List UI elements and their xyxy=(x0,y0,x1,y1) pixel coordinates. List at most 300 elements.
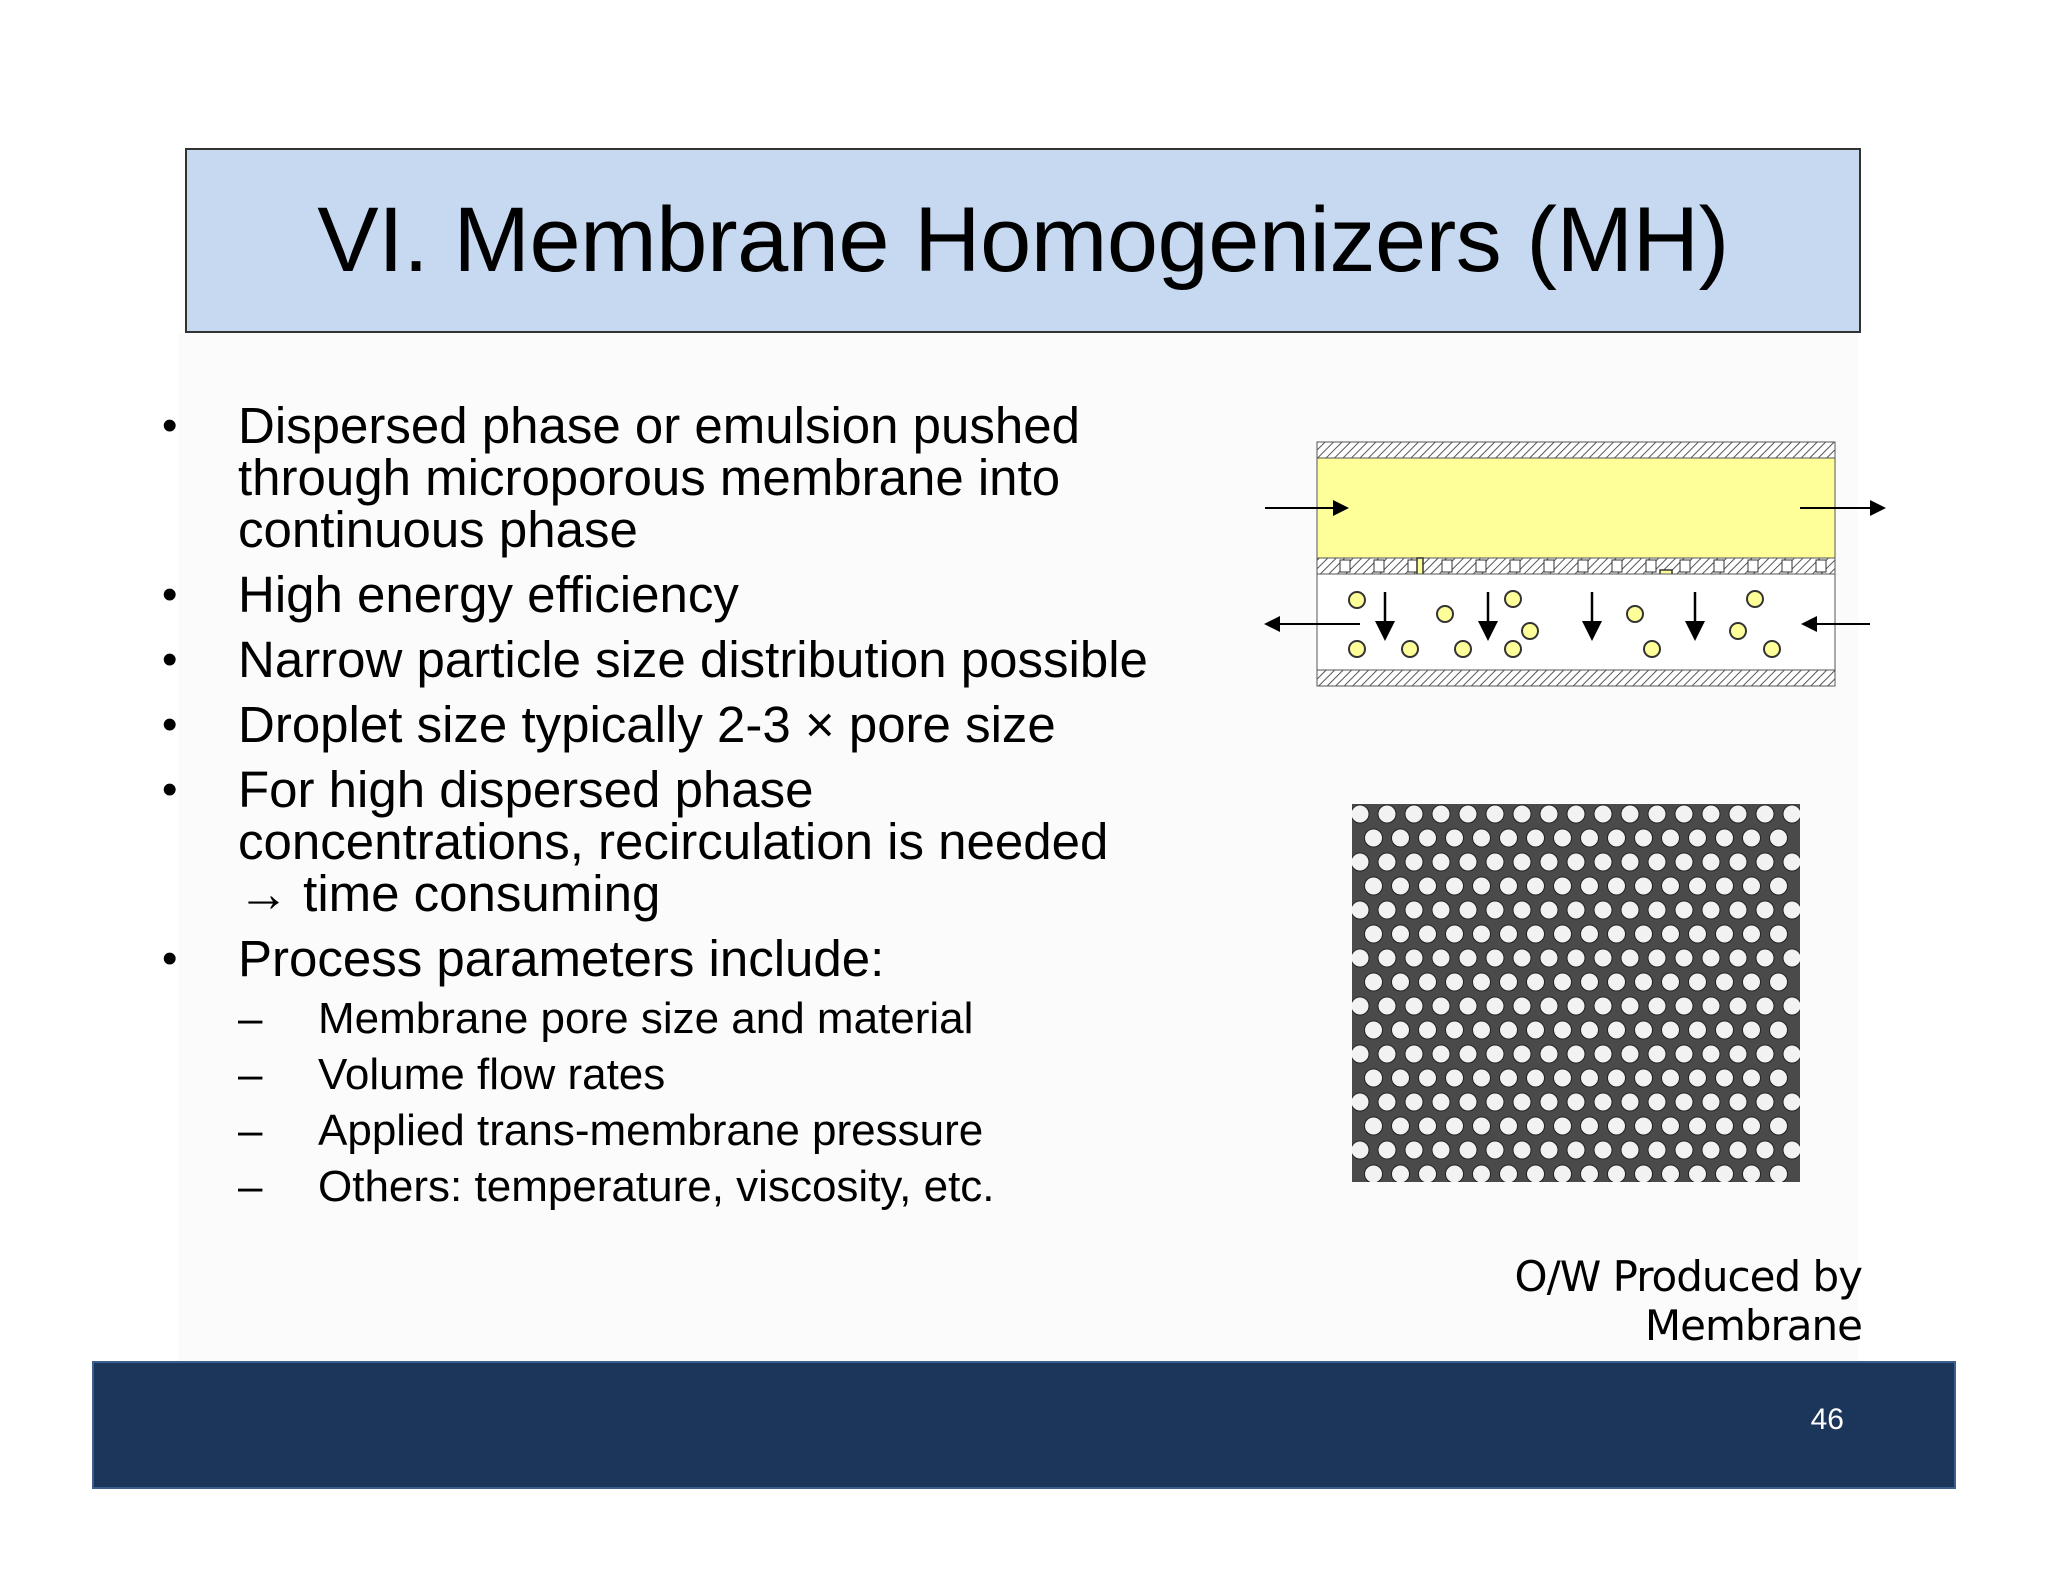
pore-dot xyxy=(1527,1021,1545,1039)
pore-dot xyxy=(1459,1141,1477,1159)
pore-dot xyxy=(1716,925,1734,943)
pore-dot xyxy=(1419,1117,1437,1135)
pore-dot xyxy=(1352,853,1369,871)
pore-dot xyxy=(1554,877,1572,895)
pore-dot xyxy=(1783,1093,1800,1111)
bullet-item xyxy=(160,761,1240,922)
pore-dot xyxy=(1743,877,1761,895)
pore-dot xyxy=(1635,925,1653,943)
pore-dot xyxy=(1473,1117,1491,1135)
pore-dot xyxy=(1365,925,1383,943)
bullet-marker: • xyxy=(162,934,178,983)
pore-dot xyxy=(1756,949,1774,967)
pore-dot xyxy=(1513,997,1531,1015)
pore-dot xyxy=(1648,997,1666,1015)
pore-dot xyxy=(1716,973,1734,991)
pore-dot xyxy=(1567,1045,1585,1063)
pore-dot xyxy=(1500,829,1518,847)
pore-dot xyxy=(1621,997,1639,1015)
sub-bullet-marker: – xyxy=(238,994,263,1043)
pore-dot xyxy=(1527,1117,1545,1135)
pore-dot xyxy=(1540,901,1558,919)
pore-dot xyxy=(1419,829,1437,847)
pore-dot xyxy=(1567,997,1585,1015)
pore-dot xyxy=(1352,805,1369,823)
pore-dot xyxy=(1729,853,1747,871)
pore-dot xyxy=(1702,805,1720,823)
pore-dot xyxy=(1743,1021,1761,1039)
pore-dot xyxy=(1405,949,1423,967)
pore-dot xyxy=(1378,949,1396,967)
pore-dot xyxy=(1648,853,1666,871)
pore-dot xyxy=(1500,973,1518,991)
pore-dot xyxy=(1513,1141,1531,1159)
pore-dot xyxy=(1432,901,1450,919)
pore-dot xyxy=(1527,877,1545,895)
pore-dot xyxy=(1378,1045,1396,1063)
pore-dot xyxy=(1783,997,1800,1015)
pore-dot xyxy=(1486,1093,1504,1111)
pore-dot xyxy=(1608,925,1626,943)
pore-dot xyxy=(1756,997,1774,1015)
pore-dot xyxy=(1756,1141,1774,1159)
pore-dot xyxy=(1702,1093,1720,1111)
bullet-item xyxy=(160,631,1240,688)
pore-dot xyxy=(1405,997,1423,1015)
pore-dot xyxy=(1432,949,1450,967)
pore-dot xyxy=(1567,1141,1585,1159)
pore-dot xyxy=(1405,805,1423,823)
pore-dot xyxy=(1608,973,1626,991)
sub-bullet-item xyxy=(238,991,1240,1047)
slide-title: VI. Membrane Homogenizers (MH) xyxy=(317,189,1729,291)
pore-dot xyxy=(1621,1093,1639,1111)
pore-dot xyxy=(1581,925,1599,943)
pore-dot xyxy=(1729,1141,1747,1159)
pore-dot xyxy=(1432,853,1450,871)
bullet-text: through microporous membrane into xyxy=(238,449,1061,506)
pore-dot xyxy=(1594,853,1612,871)
pore-dot xyxy=(1635,1069,1653,1087)
pore-dot xyxy=(1527,973,1545,991)
pore-dot xyxy=(1432,997,1450,1015)
pore-dot xyxy=(1554,1117,1572,1135)
pore-dot xyxy=(1500,1021,1518,1039)
pore-dot xyxy=(1486,805,1504,823)
pore-dot xyxy=(1554,1069,1572,1087)
pore-dot xyxy=(1648,901,1666,919)
sub-bullet-text: Applied trans-membrane pressure xyxy=(318,1106,984,1155)
pore-dot xyxy=(1729,1045,1747,1063)
pore-dot xyxy=(1716,1165,1734,1182)
pore-dot xyxy=(1675,901,1693,919)
pore-dot xyxy=(1365,829,1383,847)
pore-dot xyxy=(1446,877,1464,895)
bullet-text: Dispersed phase or emulsion pushed xyxy=(238,397,1080,454)
bullet-item xyxy=(160,566,1240,623)
sub-bullet-text: Membrane pore size and material xyxy=(318,994,974,1043)
pore-dot xyxy=(1635,829,1653,847)
pore-dot xyxy=(1473,973,1491,991)
pore-dot xyxy=(1581,829,1599,847)
pore-dot xyxy=(1365,877,1383,895)
sub-bullet-list xyxy=(238,991,1240,1215)
pore-dot xyxy=(1729,1093,1747,1111)
pore-dot xyxy=(1419,1069,1437,1087)
pore-dot xyxy=(1770,877,1788,895)
pore-dot xyxy=(1392,925,1410,943)
sub-bullet-marker: – xyxy=(238,1050,263,1099)
pore-dot xyxy=(1702,997,1720,1015)
image-caption: O/W Produced by Membrane xyxy=(1514,1252,1862,1350)
pore-dot xyxy=(1675,997,1693,1015)
pore-dot xyxy=(1770,1069,1788,1087)
pore-dot xyxy=(1756,1045,1774,1063)
pore-dot xyxy=(1702,853,1720,871)
pore-dot xyxy=(1432,1093,1450,1111)
pore-dot xyxy=(1540,1045,1558,1063)
pore-dot xyxy=(1567,805,1585,823)
pore-dot xyxy=(1473,829,1491,847)
pore-dot xyxy=(1756,805,1774,823)
pore-dot xyxy=(1770,1021,1788,1039)
pore-dot xyxy=(1446,1165,1464,1182)
pore-dot xyxy=(1581,973,1599,991)
pore-dot xyxy=(1473,1069,1491,1087)
bullet-text: concentrations, recirculation is needed xyxy=(238,813,1109,870)
pore-dot xyxy=(1662,925,1680,943)
pore-dot xyxy=(1405,1045,1423,1063)
bullet-marker: • xyxy=(162,700,178,749)
pore-dot xyxy=(1446,1021,1464,1039)
pore-dot xyxy=(1581,1069,1599,1087)
pore-dot xyxy=(1594,1045,1612,1063)
pore-dot xyxy=(1635,1117,1653,1135)
pore-dot xyxy=(1635,1021,1653,1039)
pore-dot xyxy=(1662,1021,1680,1039)
pore-dot xyxy=(1352,1093,1369,1111)
sub-bullet-text: Others: temperature, viscosity, etc. xyxy=(318,1162,995,1211)
pore-dot xyxy=(1432,1141,1450,1159)
pore-dot xyxy=(1500,925,1518,943)
pore-dot xyxy=(1365,1021,1383,1039)
pore-dot xyxy=(1675,805,1693,823)
pore-dot xyxy=(1783,853,1800,871)
pore-dot xyxy=(1783,805,1800,823)
pore-dot xyxy=(1419,925,1437,943)
pore-dot xyxy=(1608,1117,1626,1135)
pore-dot xyxy=(1621,949,1639,967)
bullet-item xyxy=(160,397,1240,558)
pore-dot xyxy=(1392,1165,1410,1182)
pore-dot xyxy=(1702,949,1720,967)
pore-dot xyxy=(1662,1165,1680,1182)
pore-dot xyxy=(1689,1117,1707,1135)
bullet-marker: • xyxy=(162,765,178,814)
pore-dot xyxy=(1608,1021,1626,1039)
pore-dot xyxy=(1581,1021,1599,1039)
pore-dot xyxy=(1554,1021,1572,1039)
pore-dot xyxy=(1689,1165,1707,1182)
pore-dot xyxy=(1378,901,1396,919)
pore-dot xyxy=(1486,901,1504,919)
pore-dot xyxy=(1500,1117,1518,1135)
pore-dot xyxy=(1716,1117,1734,1135)
pore-dot xyxy=(1756,1093,1774,1111)
pore-dot xyxy=(1689,877,1707,895)
pore-dot xyxy=(1743,829,1761,847)
pore-dot xyxy=(1783,949,1800,967)
pore-dot xyxy=(1352,1045,1369,1063)
sub-bullet-text: Volume flow rates xyxy=(318,1050,666,1099)
membrane-diagram xyxy=(1260,430,1890,700)
pore-dot xyxy=(1459,1093,1477,1111)
pore-dot xyxy=(1365,973,1383,991)
pore-dot xyxy=(1392,1021,1410,1039)
pore-dot xyxy=(1446,1069,1464,1087)
pore-dot xyxy=(1378,805,1396,823)
pore-dot xyxy=(1473,925,1491,943)
pore-dot xyxy=(1662,1069,1680,1087)
pore-dot xyxy=(1756,853,1774,871)
pore-dot xyxy=(1459,805,1477,823)
pore-dot xyxy=(1743,1165,1761,1182)
pore-dot xyxy=(1635,973,1653,991)
membrane-pores xyxy=(1340,560,1826,572)
pore-dot xyxy=(1352,997,1369,1015)
pore-dot xyxy=(1621,901,1639,919)
pore-dot xyxy=(1581,877,1599,895)
pore-dot xyxy=(1378,853,1396,871)
pore-dot xyxy=(1500,1069,1518,1087)
pore-dot xyxy=(1770,829,1788,847)
top-wall xyxy=(1317,442,1835,458)
pore-dot xyxy=(1716,1069,1734,1087)
pore-dot xyxy=(1783,901,1800,919)
pore-dot xyxy=(1513,949,1531,967)
pore-dot xyxy=(1662,1117,1680,1135)
pore-dot xyxy=(1770,1117,1788,1135)
pore-dot xyxy=(1392,829,1410,847)
bullet-text: For high dispersed phase xyxy=(238,761,814,818)
pore-dot xyxy=(1621,805,1639,823)
pore-dot xyxy=(1581,1165,1599,1182)
pore-dot xyxy=(1446,1117,1464,1135)
bottom-wall xyxy=(1317,670,1835,686)
sub-bullet-item xyxy=(238,1159,1240,1215)
pore-dot xyxy=(1716,829,1734,847)
pore-dot xyxy=(1554,829,1572,847)
pore-dot xyxy=(1675,1141,1693,1159)
bullet-list xyxy=(160,397,1240,1228)
pore-dot xyxy=(1635,1165,1653,1182)
pore-dot xyxy=(1432,805,1450,823)
pore-dot xyxy=(1527,829,1545,847)
pore-dot xyxy=(1770,925,1788,943)
pore-dot xyxy=(1594,997,1612,1015)
pore-dot xyxy=(1648,1141,1666,1159)
pore-dot xyxy=(1459,949,1477,967)
pore-dot xyxy=(1662,829,1680,847)
pore-dot xyxy=(1675,1093,1693,1111)
pore-dot xyxy=(1392,1117,1410,1135)
pore-dot xyxy=(1554,1165,1572,1182)
pore-dot xyxy=(1783,1045,1800,1063)
pore-dot xyxy=(1662,973,1680,991)
pore-dot xyxy=(1648,1045,1666,1063)
pore-dot xyxy=(1527,1069,1545,1087)
pore-dot xyxy=(1540,853,1558,871)
bullet-item xyxy=(160,930,1240,1215)
pore-dot xyxy=(1743,925,1761,943)
membrane-micrograph xyxy=(1352,804,1800,1182)
pore-dot xyxy=(1621,1045,1639,1063)
bullet-item xyxy=(160,696,1240,753)
pore-dot xyxy=(1729,949,1747,967)
pore-dot xyxy=(1352,901,1369,919)
sub-bullet-marker: – xyxy=(238,1162,263,1211)
pore-dot xyxy=(1459,853,1477,871)
pore-dot xyxy=(1500,1165,1518,1182)
pore-dot xyxy=(1689,1021,1707,1039)
pore-dot xyxy=(1352,1141,1369,1159)
pore-dot xyxy=(1702,1141,1720,1159)
pore-dot xyxy=(1392,877,1410,895)
bullet-marker: • xyxy=(162,635,178,684)
pore-dot xyxy=(1473,1021,1491,1039)
pore-dot xyxy=(1419,1021,1437,1039)
bullet-text: continuous phase xyxy=(238,501,638,558)
pore-dot xyxy=(1594,1141,1612,1159)
pore-dot xyxy=(1419,1165,1437,1182)
pore-dot xyxy=(1770,973,1788,991)
pore-dot xyxy=(1513,805,1531,823)
title-banner xyxy=(185,148,1861,333)
pore-dot xyxy=(1675,949,1693,967)
bullet-text: Narrow particle size distribution possible xyxy=(238,631,1148,688)
pore-dot xyxy=(1648,1093,1666,1111)
pore-dot xyxy=(1446,973,1464,991)
pore-dot xyxy=(1702,901,1720,919)
pore-dot xyxy=(1527,925,1545,943)
pore-dot xyxy=(1378,1141,1396,1159)
pore-dot xyxy=(1729,901,1747,919)
pore-dot xyxy=(1743,1069,1761,1087)
bullet-text: High energy efficiency xyxy=(238,566,739,623)
pore-dot xyxy=(1365,1069,1383,1087)
pore-dot xyxy=(1352,949,1369,967)
pore-dot xyxy=(1432,1045,1450,1063)
pore-dot xyxy=(1689,925,1707,943)
pore-dot xyxy=(1675,1045,1693,1063)
bullet-marker: • xyxy=(162,570,178,619)
pore-dot xyxy=(1675,853,1693,871)
pore-dot xyxy=(1554,925,1572,943)
pore-dot xyxy=(1486,853,1504,871)
pore-dot xyxy=(1567,901,1585,919)
pore-dot xyxy=(1608,1069,1626,1087)
pore-dot xyxy=(1405,901,1423,919)
pore-dot xyxy=(1378,997,1396,1015)
pore-dot xyxy=(1540,805,1558,823)
pore-dot xyxy=(1689,973,1707,991)
pore-dot xyxy=(1473,877,1491,895)
pore-dot xyxy=(1743,973,1761,991)
pore-dot xyxy=(1392,973,1410,991)
pore-dot xyxy=(1729,997,1747,1015)
pore-dot xyxy=(1486,1141,1504,1159)
pore-dot xyxy=(1419,973,1437,991)
pore-dot xyxy=(1513,1093,1531,1111)
pore-dot xyxy=(1540,1141,1558,1159)
pore-dot xyxy=(1716,877,1734,895)
pore-dot xyxy=(1567,853,1585,871)
pore-dot xyxy=(1513,853,1531,871)
pore-dot xyxy=(1554,973,1572,991)
pore-dot xyxy=(1689,829,1707,847)
pore-dot xyxy=(1473,1165,1491,1182)
pore-dot xyxy=(1581,1117,1599,1135)
pore-dot xyxy=(1405,853,1423,871)
pore-dot xyxy=(1513,1045,1531,1063)
pore-dot xyxy=(1729,805,1747,823)
bullet-text: Droplet size typically 2-3 × pore size xyxy=(238,696,1056,753)
pore-dot xyxy=(1594,901,1612,919)
pore-dot xyxy=(1783,1141,1800,1159)
pore-dot xyxy=(1594,805,1612,823)
pore-dot xyxy=(1378,1093,1396,1111)
pore-dot xyxy=(1770,1165,1788,1182)
pore-dot xyxy=(1608,877,1626,895)
pore-dot xyxy=(1486,997,1504,1015)
pore-dot xyxy=(1446,829,1464,847)
pore-dot xyxy=(1540,1093,1558,1111)
pore-dot xyxy=(1648,949,1666,967)
pore-dot xyxy=(1621,853,1639,871)
sub-bullet-marker: – xyxy=(238,1106,263,1155)
pore-dot xyxy=(1486,1045,1504,1063)
pore-dot xyxy=(1662,877,1680,895)
pore-dot xyxy=(1500,877,1518,895)
pore-dot xyxy=(1594,1093,1612,1111)
pore-dot xyxy=(1527,1165,1545,1182)
bullet-marker: • xyxy=(162,401,178,450)
pore-dot xyxy=(1392,1069,1410,1087)
pore-dot xyxy=(1756,901,1774,919)
pore-dot xyxy=(1446,925,1464,943)
pore-dot xyxy=(1608,1165,1626,1182)
pore-dot xyxy=(1743,1117,1761,1135)
sub-bullet-item xyxy=(238,1047,1240,1103)
pore-dot xyxy=(1486,949,1504,967)
bullet-text: Process parameters include: xyxy=(238,930,885,987)
dispersed-phase-channel xyxy=(1317,458,1835,558)
sub-bullet-item xyxy=(238,1103,1240,1159)
pore-dot xyxy=(1459,1045,1477,1063)
pore-dot xyxy=(1419,877,1437,895)
pore-dot xyxy=(1567,1093,1585,1111)
page-number: 46 xyxy=(1810,1403,1844,1436)
pore-dot xyxy=(1702,1045,1720,1063)
pore-dot xyxy=(1459,997,1477,1015)
pore-dot xyxy=(1621,1141,1639,1159)
bullet-text: → time consuming xyxy=(238,865,661,922)
pore-dot xyxy=(1513,901,1531,919)
pore-dot xyxy=(1594,949,1612,967)
pore-dot xyxy=(1540,997,1558,1015)
pore-dot xyxy=(1540,949,1558,967)
pore-dot xyxy=(1567,949,1585,967)
